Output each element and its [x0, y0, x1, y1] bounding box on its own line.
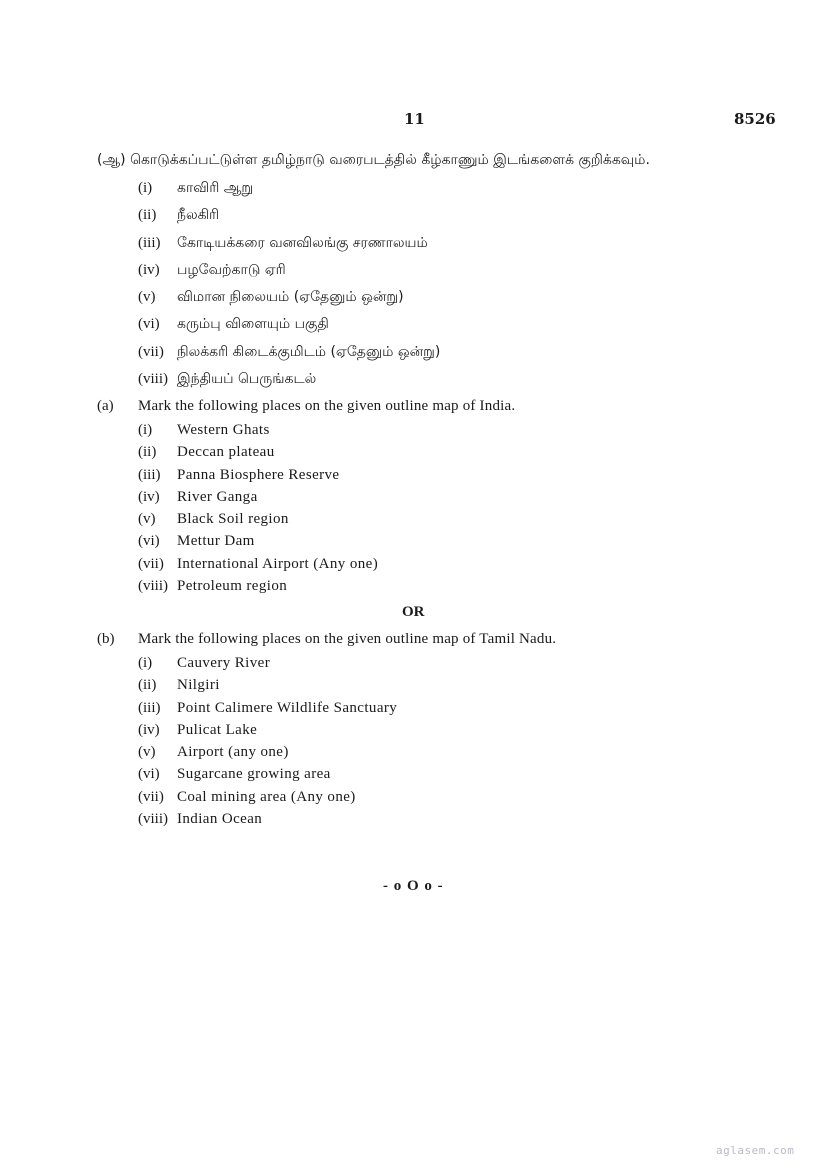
item-number: (i) [138, 422, 153, 438]
item-text: Black Soil region [177, 511, 289, 528]
item-text: காவிரி ஆறு [177, 180, 254, 196]
item-text: Deccan plateau [177, 444, 275, 461]
item-text: கரும்பு விளையும் பகுதி [177, 316, 329, 333]
question-a-text: Mark the following places on the given outline map of India. [138, 398, 516, 414]
item-number: (ii) [138, 444, 157, 461]
item-number: (iv) [138, 261, 160, 278]
tamil-question-heading: (ஆ) கொடுக்கப்பட்டுள்ள தமிழ்நாடு வரைபடத்தில் கீழ்காணும் இடங்களைக் குறிக்கவும். [97, 152, 650, 168]
page-number: 11 [404, 110, 425, 128]
item-number: (ii) [138, 677, 157, 694]
item-number: (vii) [138, 343, 164, 360]
item-text: International Airport (Any one) [177, 555, 379, 572]
end-of-paper-mark: - o O o - [383, 878, 444, 894]
item-text: Indian Ocean [177, 811, 263, 828]
question-a-label: (a) [97, 398, 114, 414]
item-text: இந்தியப் பெருங்கடல் [177, 371, 317, 388]
item-text: பழவேற்காடு ஏரி [177, 261, 286, 278]
item-number: (iv) [138, 488, 160, 505]
watermark: aglasem.com [716, 1144, 795, 1157]
paper-code: 8526 [734, 110, 776, 128]
item-text: Airport (any one) [177, 744, 289, 761]
item-number: (vii) [138, 788, 164, 805]
item-number: (v) [138, 744, 156, 761]
item-number: (v) [138, 289, 156, 306]
item-text: Western Ghats [177, 422, 270, 438]
item-text: Sugarcane growing area [177, 766, 331, 783]
item-text: நீலகிரி [177, 207, 220, 224]
item-number: (viii) [138, 811, 168, 828]
item-number: (vi) [138, 533, 160, 550]
item-text: Coal mining area (Any one) [177, 788, 356, 805]
item-text: Panna Biosphere Reserve [177, 466, 340, 483]
or-separator: OR [402, 604, 425, 620]
question-b-label: (b) [97, 631, 115, 647]
item-number: (vi) [138, 766, 160, 783]
item-text: Mettur Dam [177, 533, 255, 550]
item-text: River Ganga [177, 488, 258, 505]
item-number: (iii) [138, 234, 161, 251]
item-text: Cauvery River [177, 655, 271, 671]
item-number: (i) [138, 655, 153, 671]
item-number: (ii) [138, 207, 157, 224]
item-text: விமான நிலையம் (ஏதேனும் ஒன்று) [177, 289, 404, 306]
item-number: (vii) [138, 555, 164, 572]
item-number: (iv) [138, 721, 160, 738]
item-number: (iii) [138, 699, 161, 716]
item-number: (v) [138, 511, 156, 528]
item-number: (iii) [138, 466, 161, 483]
question-b-text: Mark the following places on the given outline map of Tamil Nadu. [138, 631, 557, 647]
item-text: Nilgiri [177, 677, 220, 694]
item-number: (viii) [138, 371, 168, 388]
item-number: (viii) [138, 578, 168, 595]
item-text: Pulicat Lake [177, 721, 258, 738]
item-text: Petroleum region [177, 578, 288, 595]
item-text: Point Calimere Wildlife Sanctuary [177, 699, 398, 716]
item-text: கோடியக்கரை வனவிலங்கு சரணாலயம் [177, 234, 428, 251]
item-number: (i) [138, 180, 153, 196]
item-number: (vi) [138, 316, 160, 333]
item-text: நிலக்கரி கிடைக்குமிடம் (ஏதேனும் ஒன்று) [177, 343, 441, 360]
